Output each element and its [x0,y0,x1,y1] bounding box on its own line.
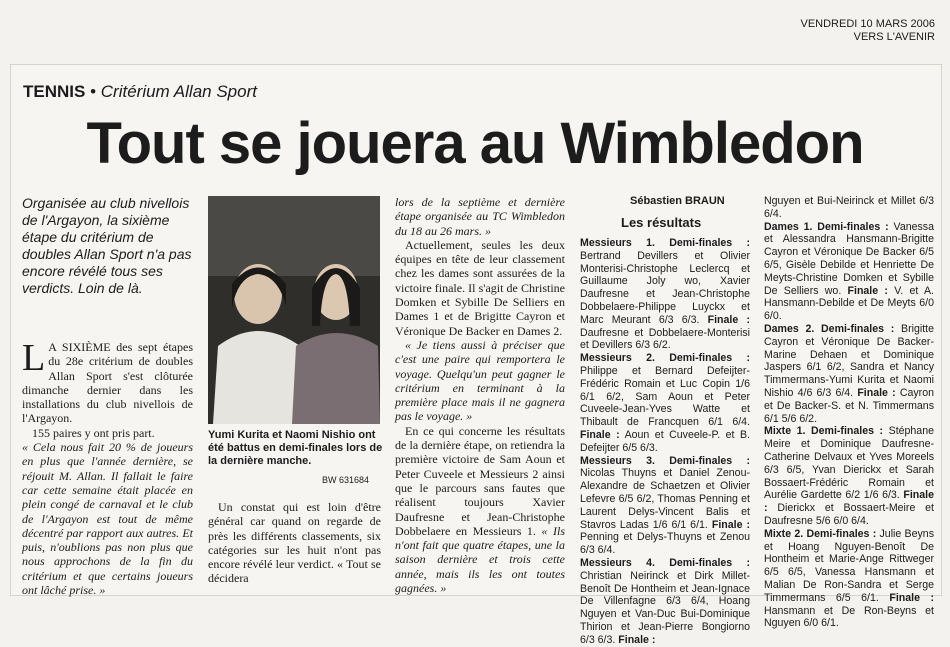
photo-players [208,196,380,424]
article-p8-text: En ce qui concerne les résultats de la dernière étape, on retiendra la première victoire de Sam Aoun et Peter Cuveele et Messieurs 2 ainsi que le parcours sans fautes que réalisent toujours Xavier Daufresne et Jean-Christophe Dobbelaere en Messieurs 1. [395,423,565,538]
dateline-date: VENDREDI 10 MARS 2006 [800,18,935,30]
article-p8 [395,424,565,596]
result-block [764,221,934,323]
article-p5: lors de la septième et dernière étape organisée au TC Wimbledon du 18 au 26 mars. » [395,195,565,238]
kicker-bullet: • [90,82,97,101]
article-p8-quote: « Ils n'ont fait que quatre étapes, une la saison dernière et trois cette année, mais ils les ont toutes gagnées. » [395,523,566,596]
drop-cap: L [22,337,46,379]
kicker-section: TENNIS [23,82,86,101]
article-p3: « Cela nous fait 20 % de joueurs en plus que l'année dernière, se réjouit M. Allan. Il fallait le faire car cette semaine était placée en plein congé de carnaval et le club de l'Argayon est tout de même décentré par rapport aux autres. Et puis, n'oublions pas non plus que nous approchons de la fin du critérium et que certains joueurs ont lâché prise. » [22,440,193,598]
result-final-label: Finale : [857,386,896,399]
result-block [580,237,750,352]
result-final-label: Finale : [580,428,620,441]
result-block [580,557,750,647]
article-p1: A SIXIÈME des sept étapes du 28e critérium de doubles Allan Sport s'est clôturée dimanche dernier dans les installations du club nivellois de l'Argayon. [22,340,193,426]
result-final-text: Dierickx et Bossaert-Meire et Daufresne 5/6 6/0 6/4. [764,502,934,527]
photo-illustration [208,196,380,424]
result-category: Messieurs 2. Demi-finales : [580,352,750,365]
results-column-1 [580,237,751,646]
article-p2: 155 paires y ont pris part. [32,425,155,440]
result-category: Dames 1. Demi-finales : [764,220,889,233]
results-title: Les résultats [621,215,702,230]
results-byline: Sébastien BRAUN [630,195,725,207]
result-block [580,352,750,454]
result-block [764,425,934,527]
result-final-label: Finale : [618,633,656,646]
result-block [764,528,934,630]
photo-caption: Yumi Kurita et Naomi Nishio ont été battus en demi-finales lors de la dernière manche. [208,429,383,467]
result-text: Nicolas Thuyns et Daniel Zenou-Alexandre de Schaetzen et Olivier Lefevre 6/5 6/2, Thomas Penning et Laurent Delys-Vincent Balis et Stavros Ladas 1/6 6/1 6/1. [580,467,750,531]
result-text: Bertrand Devillers et Olivier Monterisi-Christophe Leclercq et Guillaume Joly wo, Xavier Daufresne et Jean-Christophe Dobbelaere-Philippe Luyckx et Marc Meurant 6/3 6/3. [580,249,750,326]
result-text: Philippe et Bernard Defeijter-Frédéric Romain et Luc Copin 1/6 6/1 6/2, Sam Aoun et Peter Cuveele-Jean-Yves Watte et Thibault de Francquen 6/1 6/4. [580,364,750,429]
article-p6: Actuellement, seules les deux équipes en tête de leur classement chez les dames sont assurées de la victoire finale. Il s'agit de Christine Domken et Sybille De Selliers en Dames 1 et de Brigitte Cayron et Véronique De Backer en Dames 2. [395,237,565,338]
photo-credit: BW 631684 [322,475,370,485]
result-final-text: Penning et Delys-Thuyns et Zenou 6/3 6/4. [580,531,750,557]
result-block [764,323,934,425]
result-final-label: Finale : [847,284,888,297]
result-final-text: V. et A. Hansmann-Debilde et De Meyts 6/0 6/0. [764,284,935,323]
result-final-label: Finale : [707,313,750,326]
article-p7: « Je tiens aussi à préciser que c'est une paire qui remportera le voyage. Quelqu'un peut gagner le critérium en terminant à la première place mais il ne gagnera pas le voyage. » [395,337,565,424]
result-text: Julie Beyns et Hoang Nguyen-Benoît De Hontheim et Marie-Ange Rittweger 6/5 6/5, Vanessa Hansmann et Malian De Ron-Sandra et Serge Timmermans 6/5 6/1. [764,527,934,604]
result-final-label: Finale : [764,489,934,515]
kicker-subject: Critérium Allan Sport [100,82,257,101]
lead-paragraph: Organisée au club nivellois de l'Argayon, la sixième étape du critérium de doubles Allan Sport n'a pas encore révélé tous ses verdicts. Loin de là. [22,195,192,296]
dateline [800,18,935,44]
result-category: Messieurs 1. Demi-finales : [580,237,750,249]
article-column-1 [22,337,193,598]
result-category: Mixte 2. Demi-finales : [764,527,877,540]
result-category: Mixte 1. Demi-finales : [764,425,884,438]
result-block [580,455,750,557]
result-final-label: Finale : [711,518,750,531]
headline: Tout se jouera au Wimbledon [86,111,864,176]
results-column-2 [764,195,935,630]
result-text: Christian Neirinck et Dirk Millet-Benoît De Hontheim et Jean-Ignace De Villenfagne 6/3 6/4, Hoang Nguyen et Van-Duc Bui-Dominique Thirion et Jean-Pierre Bongiorno 6/3 6/3. [580,569,750,646]
result-final-text: Daufresne et Dobbelaere-Monterisi et Devillers 6/3 6/2. [580,326,750,352]
result-final-text: Cayron et De Backer-S. et N. Timmermans 6/1 5/6 6/2. [764,386,934,425]
result-text: Nguyen et Bui-Neirinck et Millet 6/3 6/4. [764,195,934,220]
dateline-paper: VERS L'AVENIR [853,31,935,43]
result-final-text: Aoun et Cuveele-P. et B. Defeijter 6/5 6/3. [580,428,751,454]
result-category: Messieurs 3. Demi-finales : [580,454,750,467]
article-column-3 [395,195,566,596]
result-final-text: Hansmann et De Ron-Beyns et Nguyen 6/0 6/1. [764,604,934,630]
result-final-label: Finale : [889,591,934,604]
article-p4: Un constat qui est loin d'être général car quand on regarde de près les différents classements, six catégories sur les huit n'ont pas encore révélé leur verdict. « Tout se décidera [208,500,381,586]
result-text: Stéphane Meire et Dominique Daufresne-Catherine Delvaux et Yves Moreels 6/3 6/5, Yvan Dierickx et Sarah Bossaert-Frédéric Romain et Aurélie Gardette 6/2 1/6 6/3. [764,425,934,502]
result-text: Brigitte Cayron et Véronique De Backer-Marine Dehaen et Dominique Jaspers 6/1 6/2, Sandra et Nancy Timmermans-Yumi Kurita et Naomi Nishio 4/6 6/3 6/4. [764,322,934,399]
result-category: Dames 2. Demi-finales : [764,322,895,335]
result-category: Messieurs 4. Demi-finales : [580,556,750,569]
article-column-2 [208,500,381,592]
result-text: Vanessa et Alessandra Hansmann-Brigitte Cayron et Véronique De Backer 6/5 6/5, Gisèle Debilde et Henriette De Meyts-Christine Domken et Sybille De Selliers wo. [764,220,934,297]
kicker [23,82,257,102]
result-block [764,195,934,221]
